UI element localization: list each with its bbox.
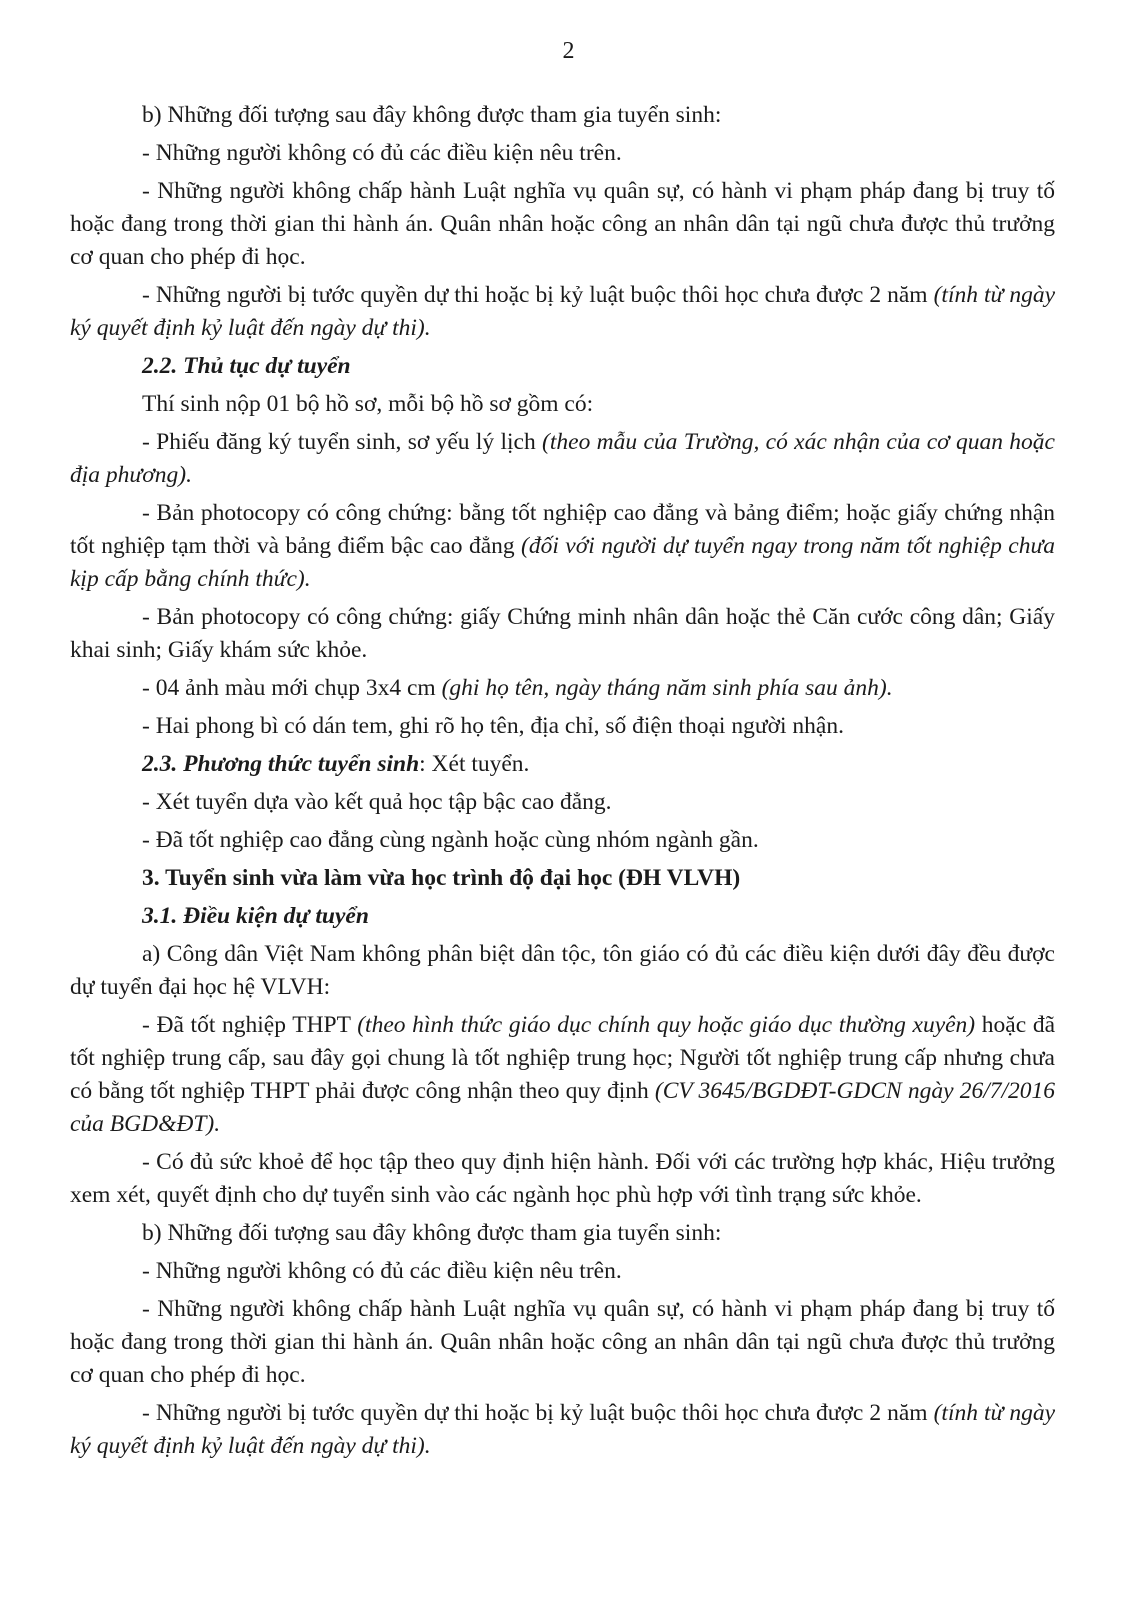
s22-intro: Thí sinh nộp 01 bộ hồ sơ, mỗi bộ hồ sơ gồm có: xyxy=(142,391,594,417)
s2-b-intro: b) Những đối tượng sau đây không được tham gia tuyển sinh: xyxy=(142,102,722,128)
s3-b-item-2: - Những người không chấp hành Luật nghĩa vụ quân sự, có hành vi phạm pháp đang bị truy tố hoặc đang trong thời gian thi hành án. Quân nhân hoặc công an nhân dân tại ngũ chưa được thủ trưởng cơ quan cho phép đi học. xyxy=(70,1296,1055,1388)
s22-item-1: - Phiếu đăng ký tuyển sinh, sơ yếu lý lịch (theo mẫu của Trường, có xác nhận của cơ quan hoặc địa phương). xyxy=(70,429,1055,488)
s2-b-item-3: - Những người bị tước quyền dự thi hoặc bị kỷ luật buộc thôi học chưa được 2 năm (tính từ ngày ký quyết định kỷ luật đến ngày dự thi). xyxy=(70,282,1056,341)
s3-b-item-3: - Những người bị tước quyền dự thi hoặc bị kỷ luật buộc thôi học chưa được 2 năm (tính từ ngày ký quyết định kỷ luật đến ngày dự thi). xyxy=(70,1400,1056,1459)
s3-b-intro: b) Những đối tượng sau đây không được tham gia tuyển sinh: xyxy=(142,1220,722,1246)
s23-item-2: - Đã tốt nghiệp cao đẳng cùng ngành hoặc cùng nhóm ngành gần. xyxy=(142,827,759,853)
s3-b-item-1: - Những người không có đủ các điều kiện nêu trên. xyxy=(142,1258,622,1284)
s22-item-5: - Hai phong bì có dán tem, ghi rõ họ tên, địa chỉ, số điện thoại người nhận. xyxy=(142,713,844,739)
heading-3-1: 3.1. Điều kiện dự tuyển xyxy=(142,903,369,929)
s22-item-4: - 04 ảnh màu mới chụp 3x4 cm (ghi họ tên, ngày tháng năm sinh phía sau ảnh). xyxy=(142,675,893,701)
s22-item-2: - Bản photocopy có công chứng: bằng tốt nghiệp cao đẳng và bảng điểm; hoặc giấy chứng nhận tốt nghiệp tạm thời và bảng điểm bậc cao đẳng (đối với người dự tuyển ngay trong năm tốt nghiệp chưa kịp cấp bằng chính thức). xyxy=(70,500,1056,592)
heading-2-2: 2.2. Thủ tục dự tuyển xyxy=(142,353,351,379)
s2-b-item-1: - Những người không có đủ các điều kiện nêu trên. xyxy=(142,140,622,166)
page-number: 2 xyxy=(562,38,575,64)
s31-a-item-1: - Đã tốt nghiệp THPT (theo hình thức giáo dục chính quy hoặc giáo dục thường xuyên) hoặc đã tốt nghiệp trung cấp, sau đây gọi chung là tốt nghiệp trung học; Người tốt nghiệp trung cấp nhưng chưa có bằng tốt nghiệp THPT phải được công nhận theo quy định (CV 3645/BGDĐT-GDCN ngày 26/7/2016 của BGD&ĐT). xyxy=(70,1012,1056,1137)
document-body xyxy=(70,99,1055,1468)
s22-item-3: - Bản photocopy có công chứng: giấy Chứng minh nhân dân hoặc thẻ Căn cước công dân; Giấy khai sinh; Giấy khám sức khỏe. xyxy=(70,604,1055,663)
heading-2-3: 2.3. Phương thức tuyển sinh: Xét tuyển. xyxy=(142,751,530,777)
s2-b-item-3-note: (tính từ ngày ký quyết định kỷ luật đến ngày dự thi). xyxy=(70,282,1056,341)
s31-a-item-2: - Có đủ sức khoẻ để học tập theo quy định hiện hành. Đối với các trường hợp khác, Hiệu trưởng xem xét, quyết định cho dự tuyển sinh vào các ngành học phù hợp với tình trạng sức khỏe. xyxy=(70,1149,1055,1208)
s2-b-item-2: - Những người không chấp hành Luật nghĩa vụ quân sự, có hành vi phạm pháp đang bị truy tố hoặc đang trong thời gian thi hành án. Quân nhân hoặc công an nhân dân tại ngũ chưa được thủ trưởng cơ quan cho phép đi học. xyxy=(70,178,1055,270)
s23-item-1: - Xét tuyển dựa vào kết quả học tập bậc cao đẳng. xyxy=(142,789,612,815)
heading-3: 3. Tuyển sinh vừa làm vừa học trình độ đại học (ĐH VLVH) xyxy=(142,865,741,891)
s31-a-intro: a) Công dân Việt Nam không phân biệt dân tộc, tôn giáo có đủ các điều kiện dưới đây đều được dự tuyển đại học hệ VLVH: xyxy=(70,941,1055,1000)
